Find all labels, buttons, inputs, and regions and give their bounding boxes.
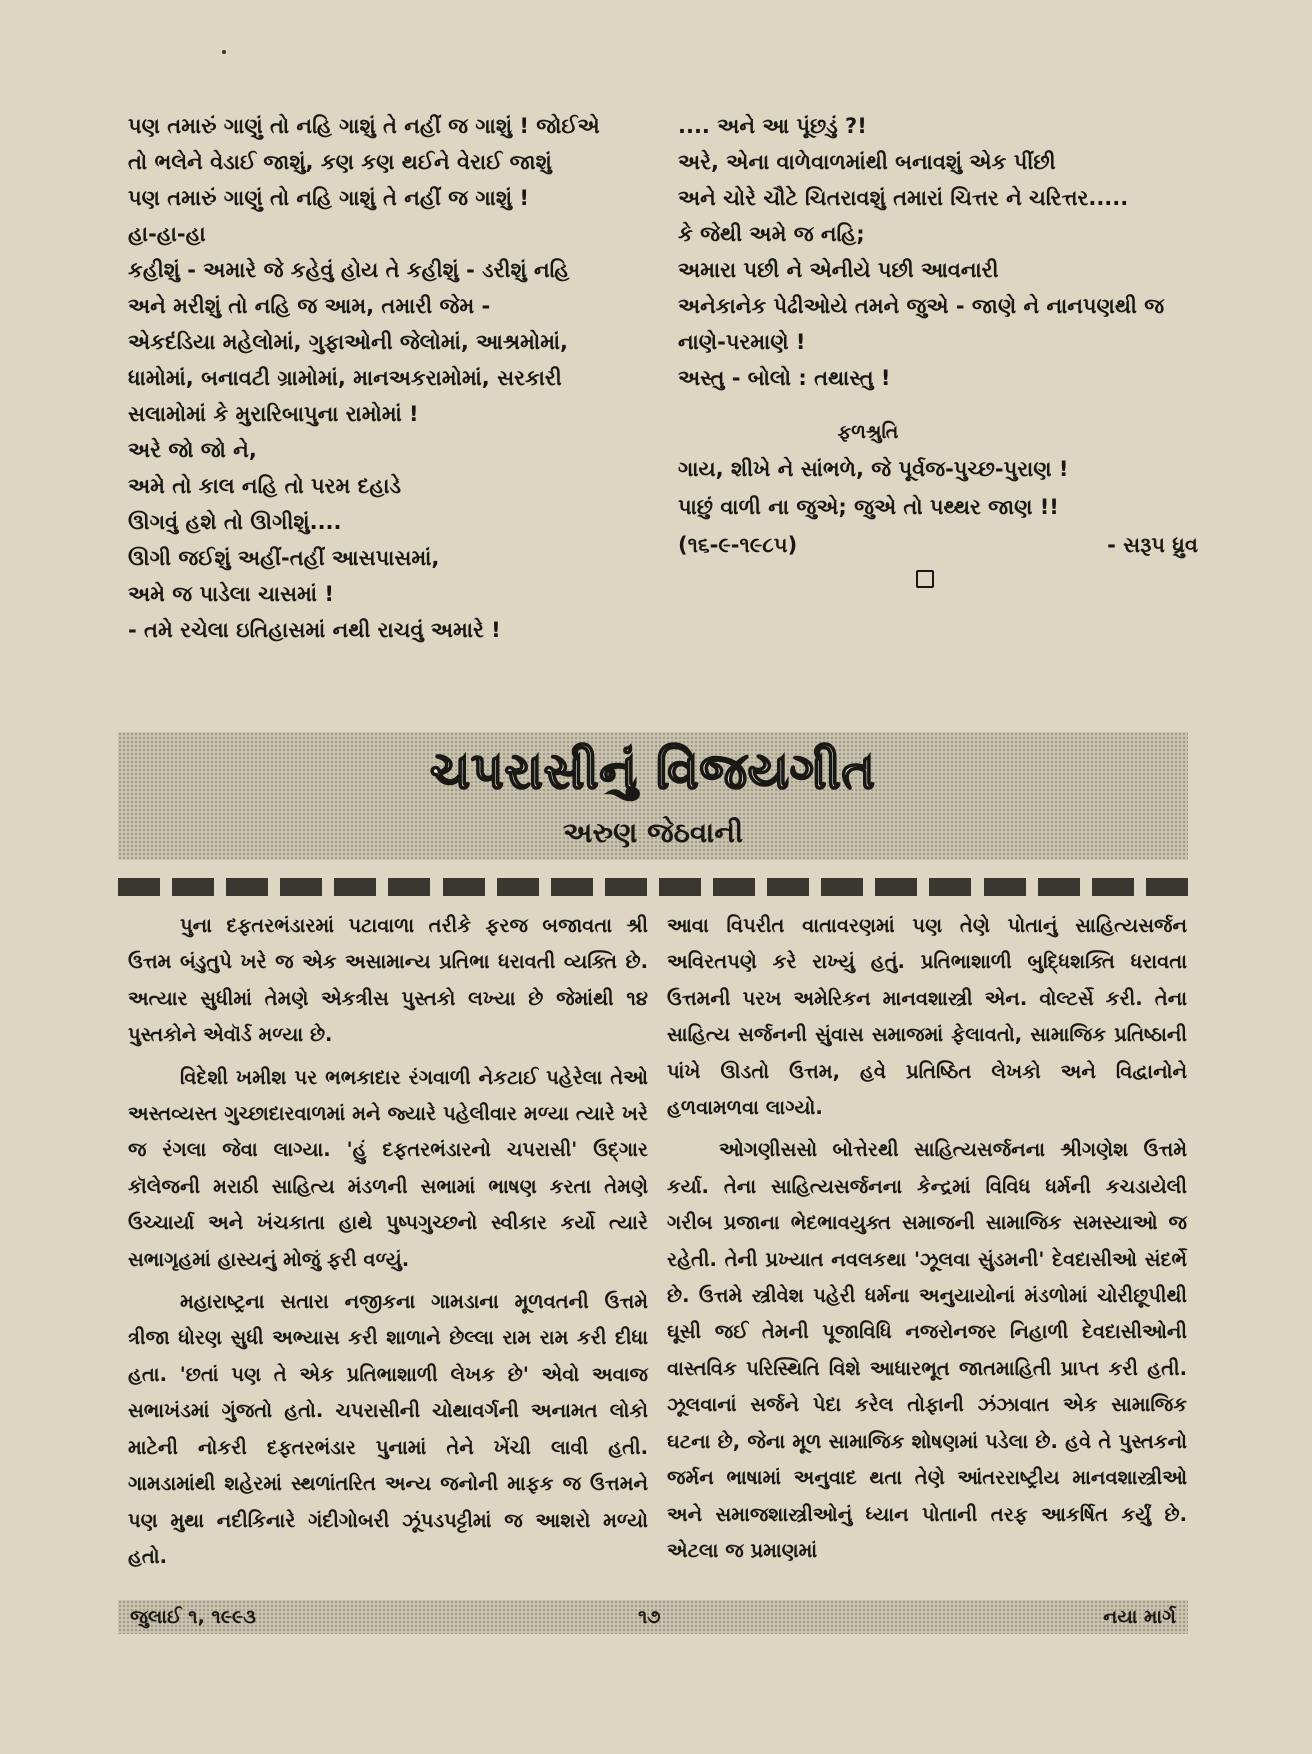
divider-dash bbox=[334, 878, 376, 896]
divider-dash bbox=[605, 878, 647, 896]
divider-dash bbox=[929, 878, 971, 896]
poem-line: અમે જ પાડેલા ચાસમાં ! bbox=[128, 582, 334, 606]
poem-line: પણ તમારું ગાણું તો નહિ ગાશું તે નહીં જ ગાશું ! bbox=[128, 186, 529, 210]
magazine-name: નયા માર્ગ bbox=[1103, 1606, 1176, 1628]
poem-right-lines bbox=[678, 108, 1198, 396]
divider-dash bbox=[659, 878, 701, 896]
paragraph: ઓગણીસસો બોત્તેરથી સાહિત્યસર્જનના શ્રીગણેશ ઉત્તમે કર્યા. તેના સાહિત્યસર્જનના કેન્દ્રમાં વિવિધ ધર્મની કચડાયેલી ગરીબ પ્રજાના ભેદભાવયુક્ત સમાજની સામાજિક સમસ્યાઓ જ રહેતી. તેની પ્રખ્યાત નવલકથા 'ઝૂલવા સુંડમની' દેવદાસીઓ સંદર્ભે છે. ઉત્તમે સ્ત્રીવેશ પહેરી ધર્મના અનુયાયોનાં મંડળોમાં ચોરીછૂપીથી ઘૂસી જઈ તેમની પૂજાવિધિ નજરોનજર નિહાળી દેવદાસીઓની વાસ્તવિક પરિસ્થિતિ વિશે આધારભૂત જાતમાહિતી પ્રાપ્ત કરી હતી. ઝૂલવાનાં સર્જને પેદા કરેલ તોફાની ઝંઝાવાત એક સામાજિક ઘટના છે, જેના મૂળ સામાજિક શોષણમાં પડેલા છે. હવે તે પુસ્તકનો જર્મન ભાષામાં અનુવાદ થતા તેણે આંતરરાષ્ટ્રીય માનવશાસ્ત્રીઓ અને સમાજશાસ્ત્રીઓનું ધ્યાન પોતાની તરફ આકર્ષિત કર્યું છે. એટલા જ પ્રમાણમાં bbox=[667, 1138, 1187, 1562]
divider-dash bbox=[1146, 878, 1188, 896]
article-title: ચપરાસીનું વિજયગીત bbox=[430, 742, 876, 800]
article-body-left bbox=[128, 908, 648, 1581]
phalashruti-heading: ફળશ્રુતિ bbox=[837, 421, 899, 443]
divider-dash bbox=[497, 878, 539, 896]
poem-line: અને ચોરે ચૌટે ચિતરાવશું તમારાં ચિત્તર ને ચરિત્તર..... bbox=[678, 186, 1129, 210]
poem-line: ઊગવું હશે તો ઊગીશું.... bbox=[128, 510, 342, 534]
poem-line: અમે તો કાલ નહિ તો પરમ દહાડે bbox=[128, 474, 402, 498]
poem-line: કહીશું - અમારે જે કહેવું હોય તે કહીશું - ડરીશું નહિ bbox=[128, 258, 570, 282]
divider-dash bbox=[821, 878, 863, 896]
phalashruti-line: પાછું વાળી ના જુએ; જુએ તો પથ્થર જાણ !! bbox=[678, 495, 1059, 519]
divider-dash bbox=[713, 878, 755, 896]
divider-dash bbox=[118, 878, 160, 896]
article-body-right bbox=[667, 908, 1187, 1575]
poem-line: અરે, એના વાળેવાળમાંથી બનાવશું એક પીંછી bbox=[678, 150, 1056, 174]
poem-line: અનેકાનેક પેઢીઓયે તમને જુએ - જાણે ને નાનપણથી જ bbox=[678, 294, 1165, 318]
poem-line: સલામોમાં કે મુરારિબાપુના રામોમાં ! bbox=[128, 402, 419, 426]
poem-line: અને મરીશું તો નહિ જ આમ, તમારી જેમ - bbox=[128, 294, 491, 318]
footer-date: જુલાઈ ૧, ૧૯૯૩ bbox=[130, 1606, 256, 1628]
poem-line: - તમે રચેલા ઇતિહાસમાં નથી રાચવું અમારે ! bbox=[128, 618, 501, 642]
decorative-divider bbox=[118, 878, 1188, 898]
poem-line: ઊગી જઈશું અહીં-તહીં આસપાસમાં, bbox=[128, 546, 440, 570]
divider-dash bbox=[551, 878, 593, 896]
end-mark-icon bbox=[916, 570, 934, 588]
poem-line: હા-હા-હા bbox=[128, 222, 206, 246]
divider-dash bbox=[226, 878, 268, 896]
poem-line: ધામોમાં, બનાવટી ગ્રામોમાં, માનઅકરામોમાં, સરકારી bbox=[128, 366, 562, 390]
paragraph: આવા વિપરીત વાતાવરણમાં પણ તેણે પોતાનું સાહિત્યસર્જન અવિરતપણે કરે રાખ્યું હતું. પ્રતિભાશાળી બુદ્ધિશક્તિ ધરાવતા ઉત્તમની પરખ અમેરિકન માનવશાસ્ત્રી એન. વોલ્ટર્સે કરી. તેના સાહિત્ય સર્જનની સુંવાસ સમાજમાં ફેલાવતો, સામાજિક પ્રતિષ્ઠાની પાંખે ઊડતો ઉત્તમ, હવે પ્રતિષ્ઠિત લેખકો અને વિદ્વાનોને હળવામળવા લાગ્યો. bbox=[667, 914, 1187, 1120]
article-title-banner bbox=[118, 732, 1188, 860]
paragraph: પુના દફતરભંડારમાં પટાવાળા તરીકે ફરજ બજાવતા શ્રી ઉત્તમ બંડુતુપે ખરે જ એક અસામાન્ય પ્રતિભા ધરાવતી વ્યક્તિ છે. અત્યાર સુધીમાં તેમણે એકત્રીસ પુસ્તકો લખ્યા છે જેમાંથી ૧૪ પુસ્તકોને એવૉર્ડ મળ્યા છે. bbox=[128, 914, 648, 1047]
poem-left-column bbox=[128, 108, 648, 648]
divider-dash bbox=[280, 878, 322, 896]
paragraph: મહારાષ્ટ્રના સતારા નજીકના ગામડાના મૂળવતની ઉત્તમે ત્રીજા ધોરણ સુધી અભ્યાસ કરી શાળાને છેલ્લા રામ રામ કરી દીધા હતા. 'છતાં પણ તે એક પ્રતિભાશાળી લેખક છે' એવો અવાજ સભાખંડમાં ગુંજતો હતો. ચપરાસીની ચોથાવર્ગની અનામત લોકો માટેની નોકરી દફતરભંડાર પુનામાં તેને ખેંચી લાવી હતી. ગામડામાંથી શહેરમાં સ્થળાંતરિત અન્ય જનોની માફક જ ઉત્તમને પણ મુથા નદીકિનારે ગંદીગોબરી ઝૂંપડપટ્ટીમાં જ આશરો મળ્યો હતો. bbox=[128, 1290, 648, 1568]
divider-dash bbox=[1092, 878, 1134, 896]
poem-date: (૧૬-૯-૧૯૮૫) bbox=[678, 533, 798, 557]
divider-dash bbox=[443, 878, 485, 896]
poem-line: પણ તમારું ગાણું તો નહિ ગાશું તે નહીં જ ગાશું ! જોઈએ bbox=[128, 114, 600, 138]
page-number: ૧૭ bbox=[638, 1606, 661, 1628]
divider-dash bbox=[1038, 878, 1080, 896]
poem-line: અરે જો જો ને, bbox=[128, 438, 257, 462]
poem-right-column bbox=[678, 108, 1198, 588]
speck bbox=[222, 50, 226, 54]
poem-line: તો ભલેને વેડાઈ જાશું, કણ કણ થઈને વેરાઈ જાશું bbox=[128, 150, 552, 174]
poem-signature-row bbox=[678, 526, 1198, 564]
paragraph: વિદેશી ખમીશ પર ભભકાદાર રંગવાળી નેકટાઈ પહેરેલા તેઓ અસ્તવ્યસ્ત ગુચ્છાદારવાળમાં મને જ્યારે પહેલીવાર મળ્યા ત્યારે ખરે જ રંગલા જેવા લાગ્યા. 'હું દફતરભંડારનો ચપરાસી' ઉદ્‌ગાર કૉલેજની મરાઠી સાહિત્ય મંડળની સભામાં ભાષણ કરતા તેમણે ઉચ્ચાર્યા અને ખંચકાતા હાથે પુષ્પગુચ્છનો સ્વીકાર કર્યો ત્યારે સભાગૃહમાં હાસ્યનું મોજું ફરી વળ્યું. bbox=[128, 1065, 648, 1271]
divider-dash bbox=[875, 878, 917, 896]
article-author: અરુણ જેઠવાની bbox=[562, 816, 744, 849]
phalashruti-line: ગાય, શીખે ને સાંભળે, જે પૂર્વજ-પુચ્છ-પુરાણ ! bbox=[678, 457, 1069, 481]
divider-dash bbox=[767, 878, 809, 896]
poem-line: અસ્તુ - બોલો : તથાસ્તુ ! bbox=[678, 366, 891, 390]
divider-dash bbox=[172, 878, 214, 896]
poem-line: અમારા પછી ને એનીયે પછી આવનારી bbox=[678, 258, 999, 282]
divider-dash bbox=[984, 878, 1026, 896]
poem-line: .... અને આ પૂંછડું ?! bbox=[678, 114, 867, 138]
divider-dash bbox=[388, 878, 430, 896]
poem-line: એકદંડિયા મહેલોમાં, ગુફાઓની જેલોમાં, આશ્રમોમાં, bbox=[128, 330, 569, 354]
poem-line: કે જેથી અમે જ નહિ; bbox=[678, 222, 865, 246]
poem-author: - સરૂપ ધ્રુવ bbox=[1107, 533, 1198, 557]
page-footer bbox=[118, 1600, 1188, 1634]
poem-line: નાણે-પરમાણે ! bbox=[678, 330, 806, 354]
